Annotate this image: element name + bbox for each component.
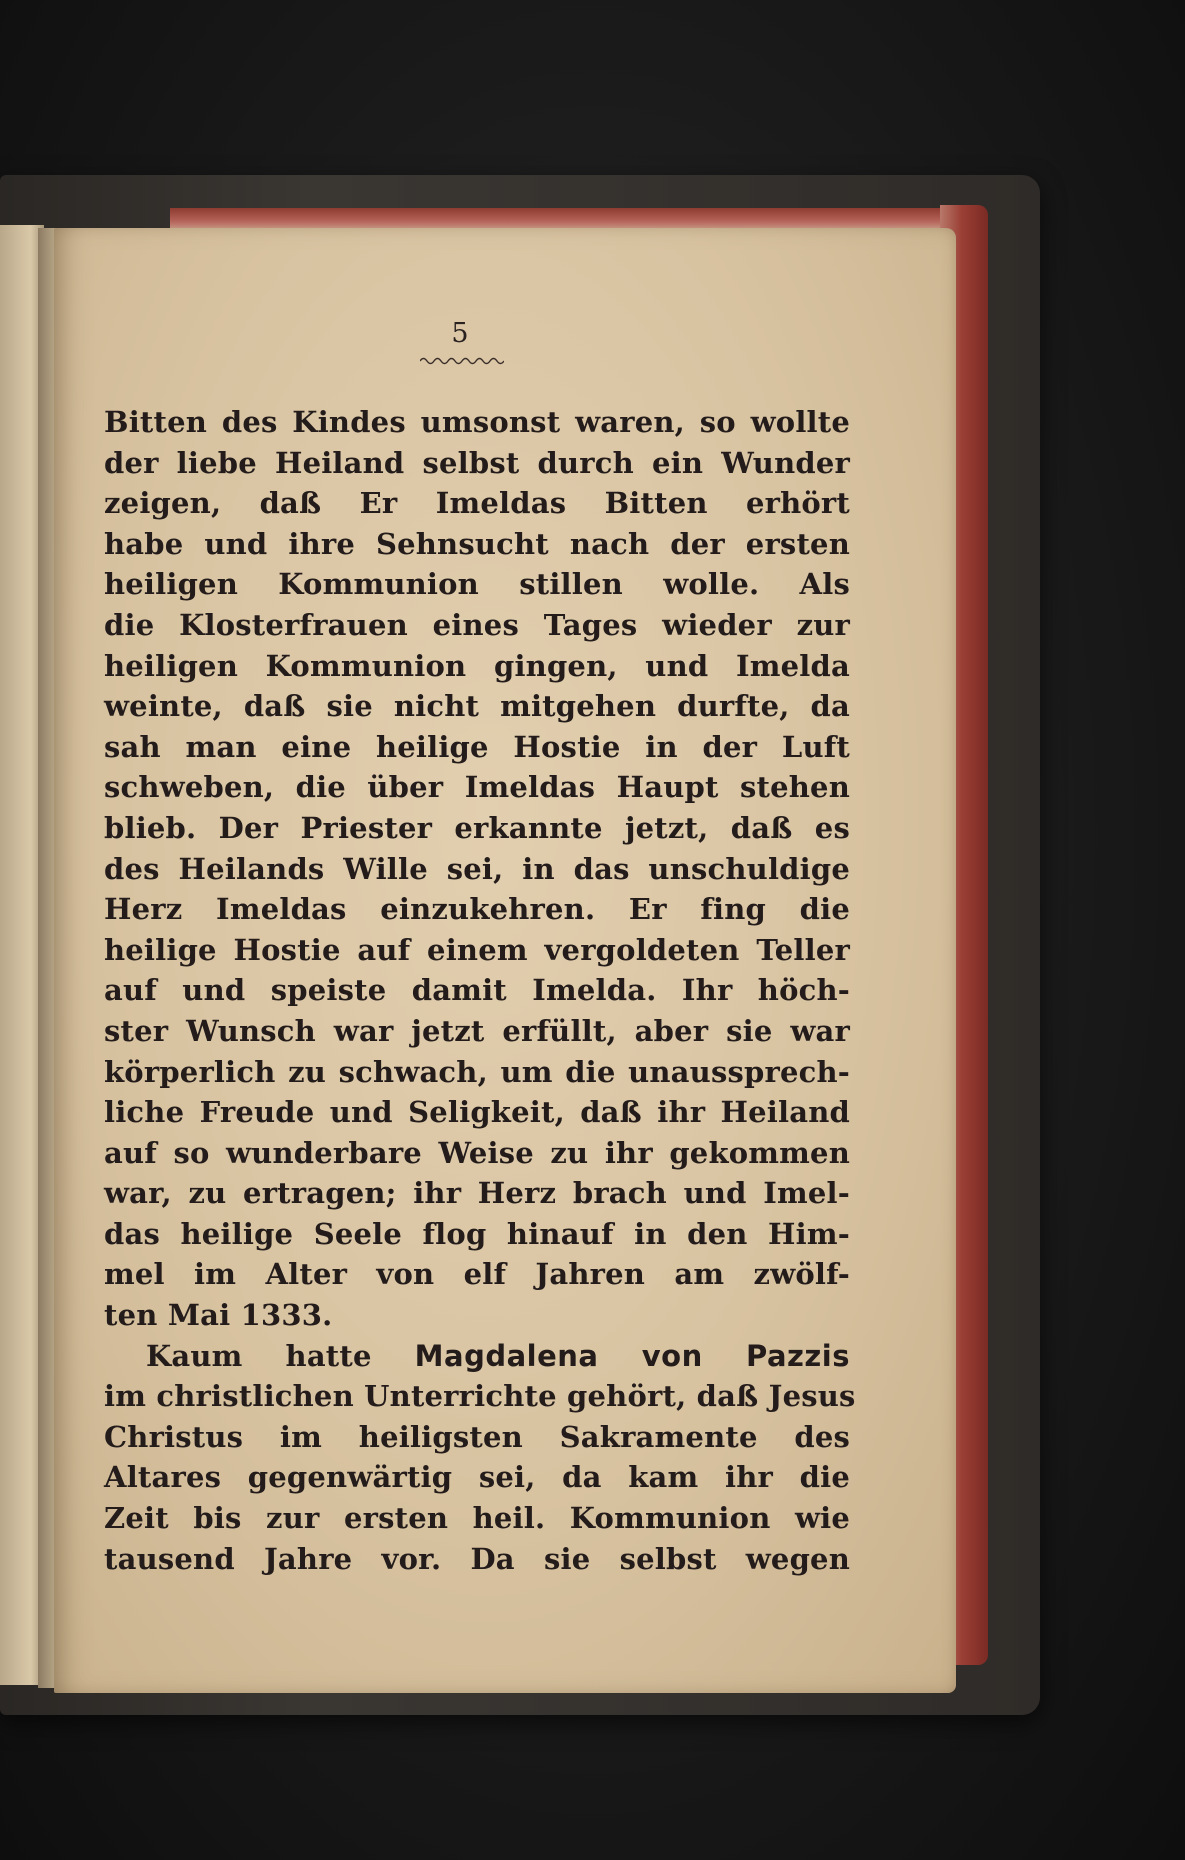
text-line: tausend Jahre vor. Da sie selbst wegen	[104, 1541, 850, 1576]
text-line: sah man eine heilige Hostie in der Luft	[104, 729, 850, 764]
text-line: im christlichen Unterrichte gehört, daß Jesus	[104, 1379, 856, 1414]
text-line: auf so wunderbare Weise zu ihr gekommen	[104, 1135, 850, 1170]
text-line: heilige Hostie auf einem vergoldeten Teller	[104, 932, 850, 967]
text-line: war, zu ertragen; ihr Herz brach und Imel-	[104, 1176, 850, 1211]
text-line: auf und speiste damit Imelda. Ihr höch-	[104, 973, 850, 1008]
text-line: der liebe Heiland selbst durch ein Wunder	[104, 445, 850, 480]
text-line: das heilige Seele flog hinauf in den Him-	[104, 1216, 850, 1251]
text-line: schweben, die über Imeldas Haupt stehen	[104, 770, 850, 805]
red-page-edge-top	[170, 208, 960, 230]
text-line: die Klosterfrauen eines Tages wieder zur	[104, 607, 850, 642]
book-page	[54, 228, 956, 1693]
page-text	[104, 402, 856, 1579]
page-number: 5	[451, 318, 469, 349]
text-line: blieb. Der Priester erkannte jetzt, daß es	[104, 810, 850, 845]
text-line-with-name	[104, 1336, 850, 1377]
text-line: Christus im heiligsten Sakramente des	[104, 1419, 850, 1454]
text-line: heiligen Kommunion gingen, und Imelda	[104, 648, 850, 683]
text-line: weinte, daß sie nicht mitgehen durfte, da	[104, 689, 850, 724]
text-line: Zeit bis zur ersten heil. Kommunion wie	[104, 1501, 850, 1536]
text-line: Bitten des Kindes umsonst waren, so wollte	[104, 405, 850, 439]
text-line: zeigen, daß Er Imeldas Bitten erhört	[104, 486, 850, 521]
wavy-ornament-icon	[420, 356, 504, 366]
text-line: habe und ihre Sehnsucht nach der ersten	[104, 526, 850, 561]
text-line: Altares gegenwärtig sei, da kam ihr die	[104, 1460, 850, 1495]
text-line: ten Mai 1333.	[104, 1298, 333, 1333]
text-line: körperlich zu schwach, um die unaussprech-	[104, 1054, 850, 1089]
text-line: des Heilands Wille sei, in das unschuldige	[104, 851, 850, 886]
text-line: ster Wunsch war jetzt erfüllt, aber sie war	[104, 1013, 850, 1048]
text-line: heiligen Kommunion stillen wolle. Als	[104, 567, 850, 602]
text-line: mel im Alter von elf Jahren am zwölf-	[104, 1257, 850, 1292]
emphasized-name: Magdalena von Pazzis	[414, 1338, 850, 1373]
text-run: Kaum hatte	[146, 1338, 415, 1373]
text-line: liche Freude und Seligkeit, daß ihr Heiland	[104, 1095, 850, 1130]
text-line: Herz Imeldas einzukehren. Er fing die	[104, 892, 850, 927]
